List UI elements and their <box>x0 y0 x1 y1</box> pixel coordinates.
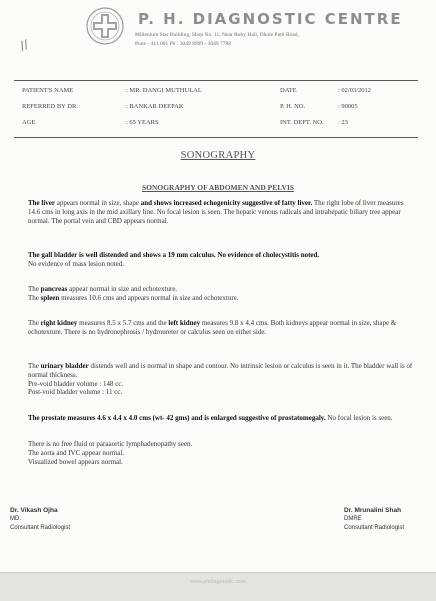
footer-website: www.phdiagnostic.com <box>190 579 246 585</box>
spleen-details: measures 10.6 cms and appears normal in size and echotexture. <box>59 293 239 302</box>
int-dept-label: INT. DEPT. NO. <box>280 119 324 126</box>
pancreas-label: pancreas <box>40 285 68 293</box>
gallbladder-details: No evidence of mass lesion noted. <box>28 259 125 268</box>
footer-band <box>0 572 436 601</box>
liver-paragraph <box>28 199 413 225</box>
kidneys-details: measures 9.8 x 4.4 cms. Both kidneys appear normal in size, shape & echotexture. There is no hydronephrosis / hydroureter or calculus seen on either side. <box>28 319 397 336</box>
left-doctor-role: Consultant Radiologist <box>10 525 71 531</box>
clinic-address <box>135 31 375 49</box>
referred-value: : BANKAR DEEPAK <box>126 103 184 110</box>
kidneys-paragraph: The right kidney measures 8.5 x 5.7 cms and the left kidney measures 9.8 x 4.4 cms. Both kidneys appear normal in size, shape & echotexture. There is no hydronephrosis / hydroureter or calculus seen on either side. <box>28 319 397 336</box>
liver-line1: appears normal in size, shape <box>55 199 141 207</box>
right-doctor-degree: DMRE <box>344 516 362 522</box>
prostate-finding: The prostate measures 4.6 x 4.4 x 4.0 cms (wt- 42 gms) and is enlarged suggestive of prostatomegaly. <box>28 414 326 422</box>
signature-right <box>344 506 404 533</box>
date-value: : 02/03/2012 <box>338 87 372 94</box>
address-line-2: Pune - 411 001 Ph : 3049 8999 - 3049 7788 <box>135 41 232 47</box>
clinic-cross-logo-icon <box>85 6 125 46</box>
bladder-details: distends well and is normal in shape and contour. No intrinsic lesion or calculus is seen in it. The bladder wall is of normal thickness. <box>28 362 413 379</box>
post-void-volume: Post-void bladder volume : 11 cc. <box>28 388 123 397</box>
pancreas-details: appear normal in size and echotexture. <box>67 285 178 293</box>
age-value: : 65 YEARS <box>126 119 159 126</box>
final-line: Visualized bowel appears normal. <box>28 457 123 466</box>
right-kidney-label: right kidney <box>40 319 78 327</box>
prostate-details: No focal lesion is seen. <box>325 414 393 422</box>
liver-details: The right lobe of liver measures 14.6 cms in long axis in the mid axillary line. No focal lesion is seen. The hepatic venous radicals and intrahepatic biliary tree appear normal. The portal vein and CBD appears normal. <box>28 199 404 225</box>
bladder-label: urinary bladder <box>40 362 89 370</box>
clinic-title: P. H. DIAGNOSTIC CENTRE <box>138 10 403 28</box>
right-doctor-role: Consultant Radiologist <box>344 525 405 531</box>
final-line: There is no free fluid or paraaortic lymphadenopathy seen. <box>28 440 193 448</box>
referred-label: REFERRED BY DR. <box>22 103 78 110</box>
date-label: DATE <box>280 87 297 94</box>
final-line: The aorta and IVC appear normal. <box>28 448 125 457</box>
pancreas-spleen-paragraph: The pancreas appear normal in size and echotexture. The spleen measures 10.6 cms and appears normal in size and echotexture. <box>28 285 239 302</box>
right-doctor-name: Dr. Mrunalini Shah <box>344 507 402 514</box>
int-dept-value: : 23 <box>338 119 348 126</box>
report-title: SONOGRAPHY <box>180 150 256 161</box>
bladder-paragraph: The urinary bladder distends well and is normal in shape and contour. No intrinsic lesion or calculus is seen in it. The bladder wall is of normal thickness. Pre-void bladder volume : 148 cc. Post-void bladder volume : 11 cc. <box>28 362 413 397</box>
liver-finding: and shows increased echogenicity suggestive of fatty liver. <box>140 199 313 207</box>
spleen-label: spleen <box>40 293 60 302</box>
pen-mark: // <box>17 37 31 53</box>
ph-no-value: : 90005 <box>338 103 358 110</box>
prostate-paragraph <box>28 414 413 423</box>
signature-left <box>10 506 70 533</box>
gallbladder-paragraph <box>28 251 413 269</box>
patient-name-label: PATIENT'S NAME <box>22 87 74 94</box>
address-line-1: Millenium Star Building, Shop No. 11, Near Ruby Hall, Dhole Patil Road, <box>135 32 299 38</box>
report-subtitle: SONOGRAPHY OF ABDOMEN AND PELVIS <box>141 183 295 192</box>
left-doctor-degree: MD. <box>10 516 21 522</box>
liver-lead: The liver <box>28 199 56 207</box>
age-label: AGE <box>22 119 36 126</box>
pre-void-volume: Pre-void bladder volume : 148 cc. <box>28 379 124 388</box>
left-doctor-name: Dr. Vikash Ojha <box>10 507 58 514</box>
left-kidney-label: left kidney <box>168 319 201 327</box>
patient-name-value: : MR. DANGI MUTHULAL <box>126 87 202 94</box>
ph-no-label: P. H. NO. <box>280 103 306 110</box>
gallbladder-finding: The gall bladder is well distended and shows a 19 mm calculus. No evidence of cholecystitis noted. <box>28 251 320 259</box>
patient-info-box <box>14 80 418 138</box>
final-findings <box>28 440 413 466</box>
